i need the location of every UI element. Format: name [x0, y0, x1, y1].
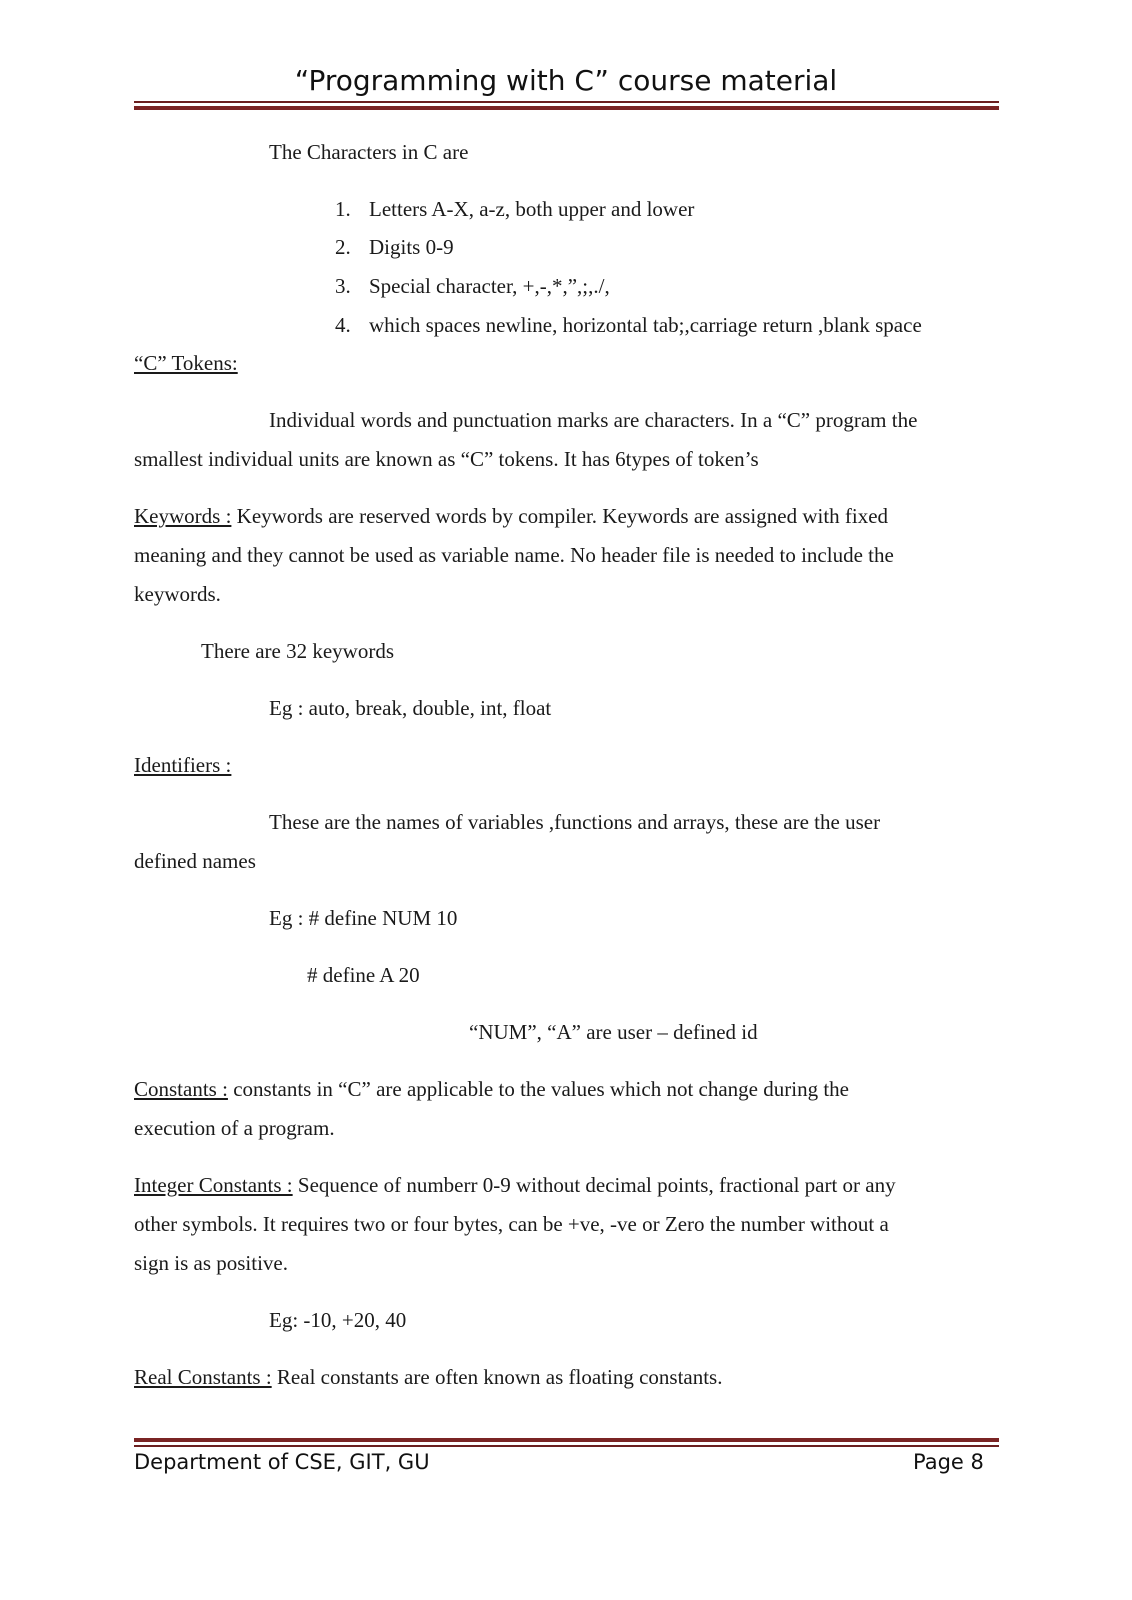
list-text: which spaces newline, horizontal tab;,carriage return ,blank space	[369, 313, 922, 337]
header-rule-thin	[134, 101, 999, 103]
constants-text: constants in “C” are applicable to the values which not change during the	[227, 1077, 849, 1101]
integer-constants-example: Eg: -10, +20, 40	[269, 1308, 407, 1332]
constants-line	[134, 1075, 849, 1103]
identifiers-note: “NUM”, “A” are user – defined id	[469, 1020, 758, 1044]
integer-constants-text: Sequence of numberr 0-9 without decimal points, fractional part or any	[292, 1173, 896, 1197]
integer-constants-line	[134, 1171, 896, 1199]
list-number: 4.	[335, 313, 351, 337]
keywords-example: Eg : auto, break, double, int, float	[269, 696, 552, 720]
list-number: 2.	[335, 235, 351, 259]
list-text: Letters A-X, a-z, both upper and lower	[369, 197, 695, 221]
list-item	[335, 195, 694, 223]
constants-line: execution of a program.	[134, 1116, 335, 1140]
keywords-line	[134, 502, 888, 530]
keywords-line: meaning and they cannot be used as variable name. No header file is needed to include the	[134, 543, 894, 567]
list-item	[335, 233, 454, 261]
list-item	[335, 311, 922, 339]
keywords-count: There are 32 keywords	[201, 639, 394, 663]
tokens-paragraph-line: Individual words and punctuation marks are characters. In a “C” program the	[269, 408, 918, 432]
identifiers-heading: Identifiers :	[134, 753, 232, 777]
characters-intro: The Characters in C are	[269, 140, 469, 164]
footer-rule-thin	[134, 1445, 999, 1447]
footer-department: Department of CSE, GIT, GU	[134, 1450, 430, 1474]
list-text: Digits 0-9	[369, 235, 454, 259]
keywords-text: Keywords are reserved words by compiler. Keywords are assigned with fixed	[231, 504, 889, 528]
tokens-heading: “C” Tokens:	[134, 351, 238, 375]
tokens-paragraph-line: smallest individual units are known as “C” tokens. It has 6types of token’s	[134, 447, 759, 471]
integer-constants-label: Integer Constants :	[134, 1173, 293, 1197]
page-header-title: “Programming with C” course material	[294, 64, 838, 97]
identifiers-example: Eg : # define NUM 10	[269, 906, 458, 930]
real-constants-label: Real Constants :	[134, 1365, 272, 1389]
keywords-line: keywords.	[134, 582, 221, 606]
integer-constants-line: other symbols. It requires two or four bytes, can be +ve, -ve or Zero the number without a	[134, 1212, 889, 1236]
identifiers-example: # define A 20	[307, 963, 420, 987]
constants-label: Constants :	[134, 1077, 228, 1101]
real-constants-line	[134, 1363, 722, 1391]
list-number: 3.	[335, 274, 351, 298]
header-rule-thick	[134, 106, 999, 110]
footer-page-number: Page 8	[913, 1450, 984, 1474]
keywords-label: Keywords :	[134, 504, 232, 528]
list-item	[335, 272, 610, 300]
list-number: 1.	[335, 197, 351, 221]
footer-rule-thick	[134, 1438, 999, 1442]
identifiers-line: defined names	[134, 849, 256, 873]
list-text: Special character, +,-,*,”,;,./,	[369, 274, 610, 298]
integer-constants-line: sign is as positive.	[134, 1251, 289, 1275]
real-constants-text: Real constants are often known as floating constants.	[271, 1365, 723, 1389]
identifiers-line: These are the names of variables ,functions and arrays, these are the user	[269, 810, 881, 834]
